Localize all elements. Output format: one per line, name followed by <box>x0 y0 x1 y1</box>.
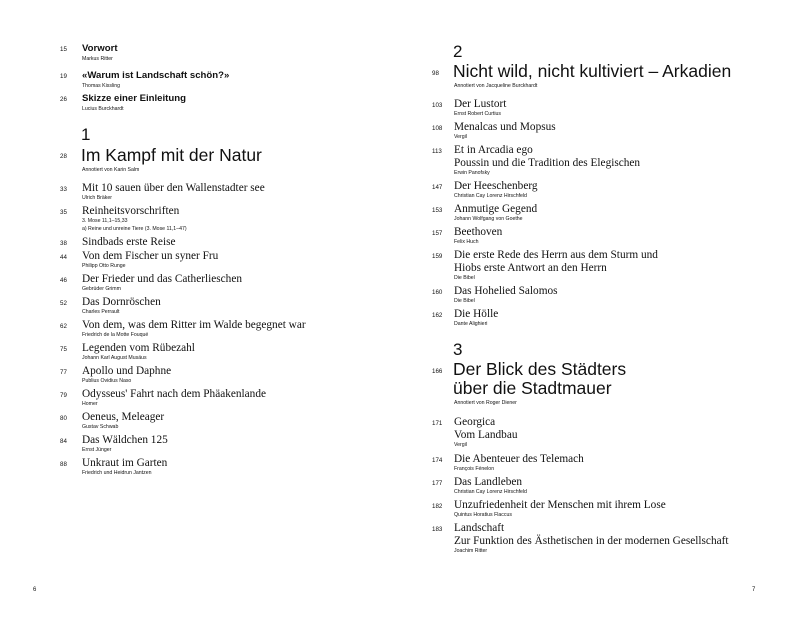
chapter-title: Der Blick des Städters <box>453 359 627 379</box>
page-number: 103 <box>432 102 443 109</box>
page-number: 183 <box>432 526 443 533</box>
chapter-title-line2: über die Stadtmauer <box>453 378 612 398</box>
toc-author: Christian Cay Lorenz Hirschfeld <box>454 489 527 495</box>
page-number: 19 <box>60 73 67 80</box>
page-number: 147 <box>432 184 443 191</box>
toc-author: Felix Huch <box>454 239 479 245</box>
toc-author: Friedrich und Heidrun Jantzen <box>82 470 152 476</box>
page-number: 52 <box>60 300 67 307</box>
page-number: 160 <box>432 289 443 296</box>
toc-title: Unzufriedenheit der Menschen mit ihrem Lose <box>454 499 666 511</box>
page-number: 182 <box>432 503 443 510</box>
toc-title: Odysseus' Fahrt nach dem Phäakenlande <box>82 388 266 400</box>
toc-author: Thomas Kissling <box>82 83 121 89</box>
page-number: 88 <box>60 461 67 468</box>
toc-title: Apollo und Daphne <box>82 365 172 377</box>
toc-author: Lucius Burckhardt <box>82 106 124 112</box>
toc-author: Christian Cay Lorenz Hirschfeld <box>454 193 527 199</box>
toc-author: Johann Karl August Musäus <box>82 355 147 361</box>
toc-author: Vergil <box>454 442 467 448</box>
page-number: 38 <box>60 240 67 247</box>
page-number: 33 <box>60 186 67 193</box>
page-number: 153 <box>432 207 443 214</box>
chapter-number: 2 <box>453 42 463 61</box>
chapter-annotator: Annotiert von Jacqueline Burckhardt <box>454 83 538 89</box>
toc-title: Reinheitsvorschriften <box>82 205 180 217</box>
toc-title: Der Lustort <box>454 98 507 110</box>
toc-title: Oeneus, Meleager <box>82 411 165 423</box>
toc-title: Das Dornröschen <box>82 296 161 308</box>
page-number: 162 <box>432 312 443 319</box>
page-number: 28 <box>60 153 67 160</box>
toc-title-line2: Poussin und die Tradition des Elegischen <box>454 157 641 169</box>
page-number: 159 <box>432 253 443 260</box>
toc-author: Ernst Jünger <box>82 447 112 453</box>
toc-author: Publius Ovidius Naso <box>82 378 132 384</box>
toc-author: Friedrich de la Motte Fouqué <box>82 332 149 338</box>
folio-left: 6 <box>33 587 37 593</box>
page-number: 46 <box>60 277 67 284</box>
toc-title: Mit 10 sauen über den Wallenstadter see <box>82 182 265 194</box>
chapter-number: 3 <box>453 340 463 359</box>
chapter-title: Im Kampf mit der Natur <box>81 145 262 165</box>
page-number: 174 <box>432 457 443 464</box>
toc-title: Das Wäldchen 125 <box>82 434 168 446</box>
toc-author: Markus Ritter <box>82 56 113 62</box>
toc-title: Legenden vom Rübezahl <box>82 342 195 354</box>
toc-author: François Fénelon <box>454 466 495 472</box>
page-number: 15 <box>60 46 67 53</box>
toc-title: Georgica <box>454 416 496 428</box>
toc-title: Menalcas und Mopsus <box>454 121 556 133</box>
toc-author: Homer <box>82 401 98 407</box>
chapter-number: 1 <box>81 125 91 144</box>
page-number: 44 <box>60 254 67 261</box>
toc-title: Anmutige Gegend <box>454 203 538 215</box>
page-number: 177 <box>432 480 443 487</box>
page-number: 108 <box>432 125 443 132</box>
toc-title-line2: Hiobs erste Antwort an den Herrn <box>454 262 607 274</box>
chapter-annotator: Annotiert von Karin Salm <box>82 167 140 173</box>
toc-title: Die Hölle <box>454 308 499 320</box>
page-number: 113 <box>432 148 442 155</box>
page-number: 157 <box>432 230 443 237</box>
toc-author: Joachim Ritter <box>454 548 488 554</box>
chapter-annotator: Annotiert von Roger Diener <box>454 400 517 406</box>
page-number: 79 <box>60 392 67 399</box>
page-number: 62 <box>60 323 67 330</box>
toc-title: Von dem, was dem Ritter im Walde begegnet war <box>82 319 306 331</box>
toc-author: Ernst Robert Curtius <box>454 111 501 117</box>
toc-title-line2: Zur Funktion des Ästhetischen in der modernen Gesellschaft <box>454 535 729 547</box>
toc-title-line2: Vom Landbau <box>454 429 518 441</box>
toc-title: «Warum ist Landschaft schön?» <box>82 70 230 81</box>
toc-title: Beethoven <box>454 226 503 238</box>
toc-author: Die Bibel <box>454 275 475 281</box>
page-number: 75 <box>60 346 67 353</box>
toc-author: Gebrüder Grimm <box>82 286 121 292</box>
folio-right: 7 <box>752 587 756 593</box>
toc-author: Charles Perrault <box>82 309 120 315</box>
toc-author: Erwin Panofsky <box>454 170 490 176</box>
toc-title: Von dem Fischer un syner Fru <box>82 250 219 262</box>
toc-author: Dante Alighieri <box>454 321 488 327</box>
toc-author: Quintus Horatius Flaccus <box>454 512 512 518</box>
toc-title: Sindbads erste Reise <box>82 236 176 248</box>
toc-author: Vergil <box>454 134 467 140</box>
page-number: 35 <box>60 209 67 216</box>
toc-title: Unkraut im Garten <box>82 457 168 469</box>
toc-title: Vorwort <box>82 43 118 54</box>
toc-author: Ulrich Bräker <box>82 195 112 201</box>
toc-title: Die Abenteuer des Telemach <box>454 453 584 465</box>
page-number: 98 <box>432 70 439 77</box>
page-number: 84 <box>60 438 67 445</box>
toc-author: Gustav Schwab <box>82 424 119 430</box>
toc-title: Et in Arcadia ego <box>454 144 533 156</box>
page-number: 166 <box>432 368 443 375</box>
chapter-title: Nicht wild, nicht kultiviert – Arkadien <box>453 61 732 81</box>
page-number: 171 <box>432 420 443 427</box>
toc-title: Die erste Rede des Herrn aus dem Sturm und <box>454 249 658 261</box>
page-number: 26 <box>60 96 67 103</box>
toc-title: Der Frieder und das Catherlieschen <box>82 273 242 285</box>
toc-title: Landschaft <box>454 522 505 534</box>
toc-title: Der Heeschenberg <box>454 180 538 192</box>
toc-author: Die Bibel <box>454 298 475 304</box>
toc-author: Philipp Otto Runge <box>82 263 126 269</box>
page-number: 77 <box>60 369 67 376</box>
toc-title: Skizze einer Einleitung <box>82 93 186 104</box>
page-number: 80 <box>60 415 67 422</box>
toc-title: Das Landleben <box>454 476 523 488</box>
toc-subtitle: 3. Mose 11,1–15,33 <box>82 218 128 224</box>
toc-title: Das Hohelied Salomos <box>454 285 558 297</box>
toc-author: Johann Wolfgang von Goethe <box>454 216 523 222</box>
toc-subtitle: a) Reine und unreine Tiere (3. Mose 11,1–47) <box>82 226 187 232</box>
